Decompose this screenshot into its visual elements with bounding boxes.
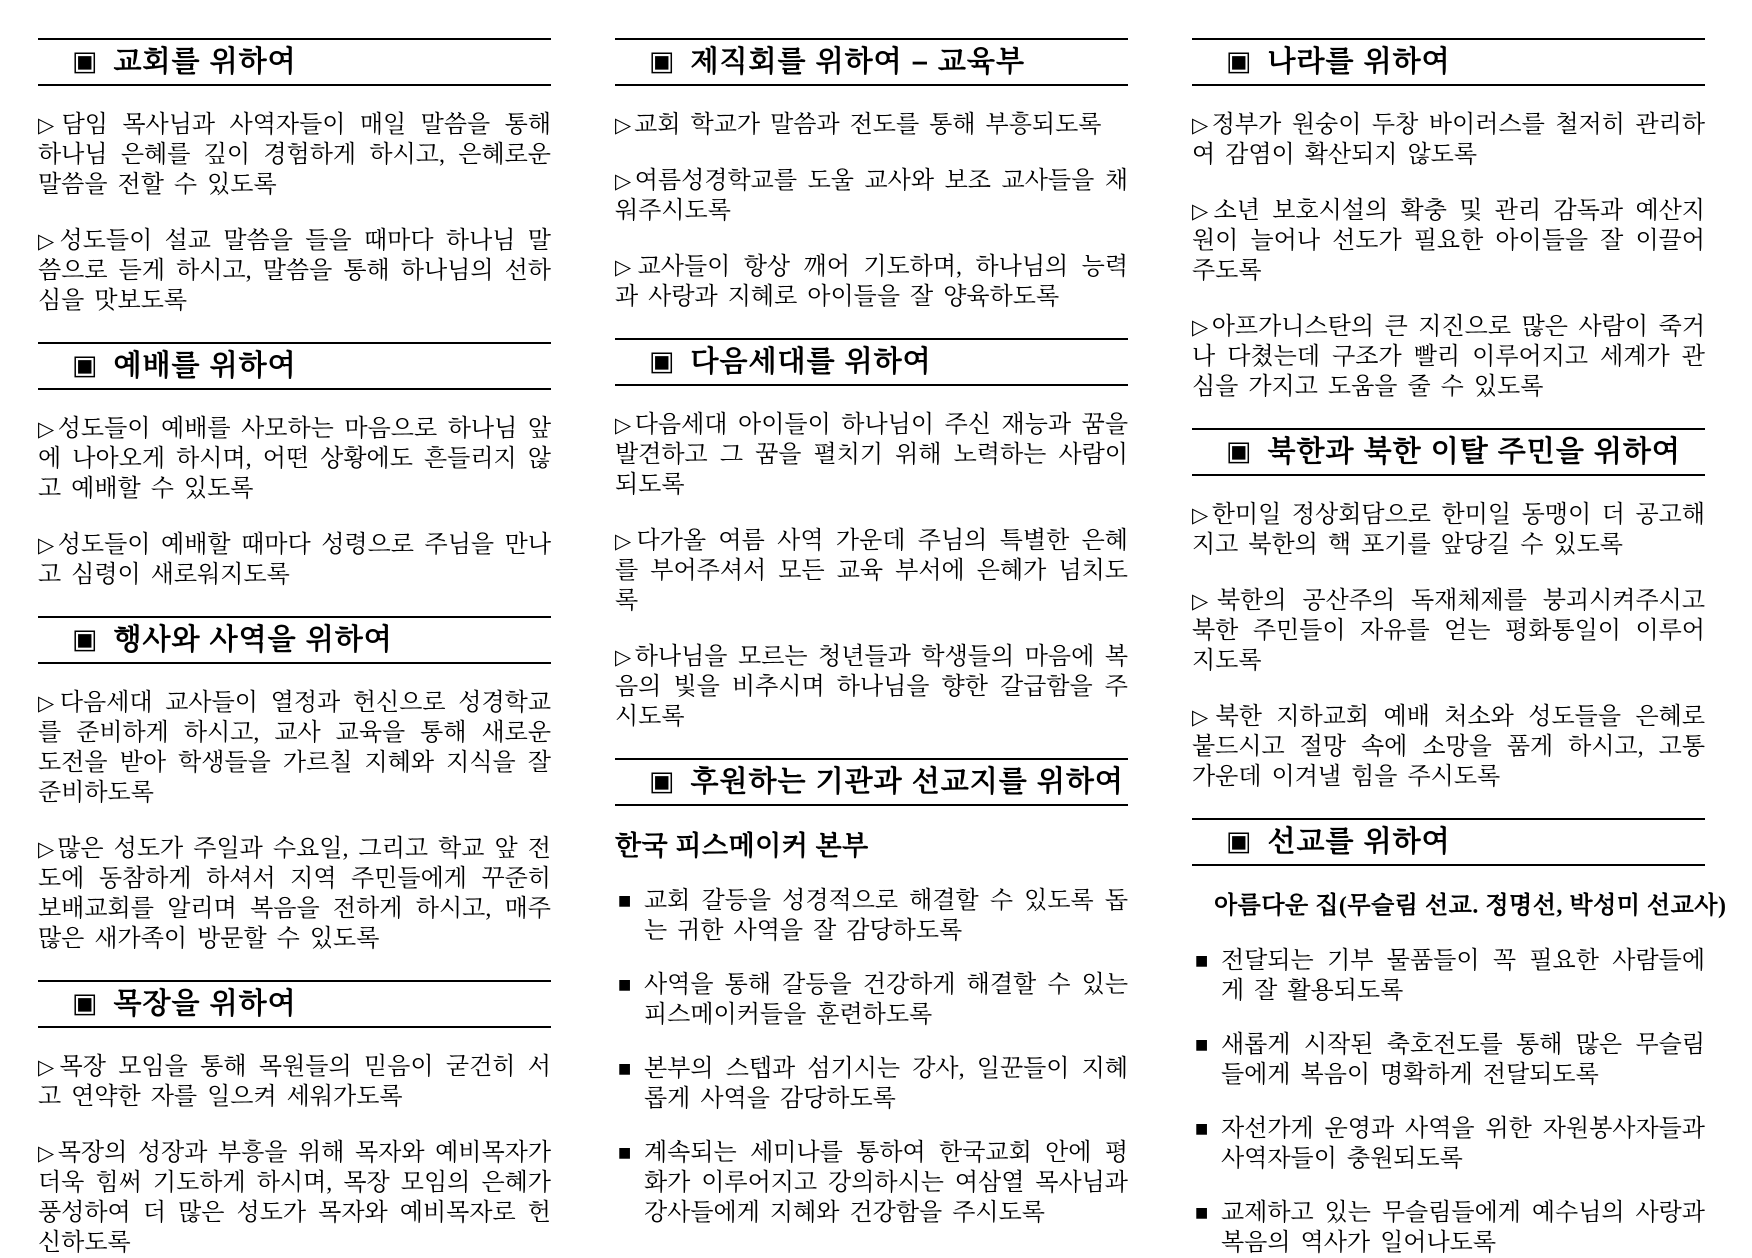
section-title: 다음세대를 위하여 bbox=[690, 346, 932, 378]
section-for-worship bbox=[38, 342, 551, 590]
section-for-deacons-education bbox=[615, 38, 1128, 312]
triangle-bullet-icon: ▷ bbox=[615, 529, 634, 553]
prayer-text: 다음세대 아이들이 하나님이 주신 재능과 꿈을 발견하고 그 꿈을 펼치기 위해 노력하는 사람이 되도록 bbox=[615, 412, 1128, 498]
square-bullet-icon: ■ bbox=[1195, 1205, 1209, 1221]
section-for-church bbox=[38, 38, 551, 316]
prayer-text: 자선가게 운영과 사역을 위한 자원봉사자들과 사역자들이 충원되도록 bbox=[1221, 1116, 1705, 1172]
square-bullet-icon: ■ bbox=[1195, 1121, 1209, 1137]
square-bullet-icon: ■ bbox=[618, 977, 632, 993]
prayer-text: 전달되는 기부 물품들이 꼭 필요한 사람들에게 잘 활용되도록 bbox=[1221, 948, 1705, 1004]
prayer-item bbox=[615, 1054, 1128, 1114]
triangle-bullet-icon: ▷ bbox=[1192, 503, 1209, 527]
prayer-text: 교제하고 있는 무슬림들에게 예수님의 사랑과 복음의 역사가 일어나도록 bbox=[1221, 1200, 1705, 1256]
prayer-text: 성도들이 예배를 사모하는 마음으로 하나님 앞에 나아오게 하시며, 어떤 상황에도 흔들리지 않고 예배할 수 있도록 bbox=[38, 416, 551, 502]
boxed-square-icon: ▣ bbox=[649, 346, 676, 377]
boxed-square-icon: ▣ bbox=[72, 988, 99, 1019]
boxed-square-icon: ▣ bbox=[1226, 826, 1253, 857]
prayer-text: 교사들이 항상 깨어 기도하며, 하나님의 능력과 사랑과 지혜로 아이들을 잘 양육하도록 bbox=[615, 254, 1128, 310]
section-header bbox=[38, 38, 551, 86]
prayer-text: 북한의 공산주의 독재체제를 붕괴시켜주시고 북한 주민들이 자유를 얻는 평화통일이 이루어지도록 bbox=[1192, 588, 1706, 674]
prayer-text: 사역을 통해 갈등을 건강하게 해결할 수 있는 피스메이커들을 훈련하도록 bbox=[644, 972, 1128, 1028]
triangle-bullet-icon: ▷ bbox=[38, 113, 59, 137]
section-title: 예배를 위하여 bbox=[113, 350, 297, 382]
square-bullet-icon: ■ bbox=[618, 1061, 632, 1077]
triangle-bullet-icon: ▷ bbox=[615, 645, 632, 669]
triangle-bullet-icon: ▷ bbox=[38, 417, 55, 441]
boxed-square-icon: ▣ bbox=[1226, 436, 1253, 467]
prayer-item bbox=[1192, 312, 1705, 402]
triangle-bullet-icon: ▷ bbox=[1192, 199, 1211, 223]
section-header bbox=[38, 980, 551, 1028]
prayer-item bbox=[1192, 110, 1705, 170]
prayer-text: 많은 성도가 주일과 수요일, 그리고 학교 앞 전도에 동참하게 하셔서 지역 주민들에게 꾸준히 보배교회를 알리며 복음을 전하게 하시고, 매주 많은 새가족이 방문할 수 있도록 bbox=[38, 836, 551, 952]
prayer-item bbox=[38, 110, 551, 200]
triangle-bullet-icon: ▷ bbox=[615, 255, 635, 279]
section-title: 교회를 위하여 bbox=[113, 46, 297, 78]
prayer-text: 정부가 원숭이 두창 바이러스를 철저히 관리하여 감염이 확산되지 않도록 bbox=[1192, 112, 1705, 168]
boxed-square-icon: ▣ bbox=[649, 46, 676, 77]
section-title: 제직회를 위하여 – 교육부 bbox=[690, 46, 1025, 78]
prayer-item bbox=[615, 110, 1128, 140]
triangle-bullet-icon: ▷ bbox=[615, 169, 632, 193]
prayer-text: 계속되는 세미나를 통하여 한국교회 안에 평화가 이루어지고 강의하시는 여삼열 목사님과 강사들에게 지혜와 건강함을 주시도록 bbox=[644, 1140, 1128, 1226]
section-title: 후원하는 기관과 선교지를 위하여 bbox=[690, 766, 1124, 798]
triangle-bullet-icon: ▷ bbox=[38, 229, 57, 253]
section-title: 북한과 북한 이탈 주민을 위하여 bbox=[1267, 436, 1681, 468]
prayer-item bbox=[38, 414, 551, 504]
section-for-missions bbox=[1192, 818, 1727, 1258]
boxed-square-icon: ▣ bbox=[649, 766, 676, 797]
prayer-text: 북한 지하교회 예배 처소와 성도들을 은혜로 붙드시고 절망 속에 소망을 품게 하시고, 고통 가운데 이겨낼 힘을 주시도록 bbox=[1192, 704, 1705, 790]
section-header bbox=[1192, 818, 1705, 866]
section-title: 선교를 위하여 bbox=[1267, 826, 1451, 858]
square-bullet-icon: ■ bbox=[618, 1145, 632, 1161]
section-header bbox=[1192, 428, 1705, 476]
prayer-text: 여름성경학교를 도울 교사와 보조 교사들을 채워주시도록 bbox=[615, 168, 1128, 224]
prayer-item bbox=[38, 530, 551, 590]
section-for-supported-organizations bbox=[615, 758, 1128, 1228]
prayer-text: 교회 갈등을 성경적으로 해결할 수 있도록 돕는 귀한 사역을 잘 감당하도록 bbox=[644, 888, 1128, 944]
column-right bbox=[1192, 38, 1727, 1256]
section-header bbox=[615, 38, 1128, 86]
prayer-item bbox=[615, 526, 1128, 616]
prayer-item bbox=[615, 886, 1128, 946]
prayer-item bbox=[1192, 702, 1705, 792]
triangle-bullet-icon: ▷ bbox=[38, 1141, 55, 1165]
prayer-item bbox=[38, 1052, 551, 1112]
prayer-text: 목장 모임을 통해 목원들의 믿음이 굳건히 서고 연약한 자를 일으켜 세워가도록 bbox=[38, 1054, 551, 1110]
section-header bbox=[615, 338, 1128, 386]
triangle-bullet-icon: ▷ bbox=[615, 413, 632, 437]
section-for-nation bbox=[1192, 38, 1705, 402]
prayer-item bbox=[1192, 1030, 1705, 1090]
prayer-text: 성도들이 설교 말씀을 들을 때마다 하나님 말씀으로 듣게 하시고, 말씀을 통해 하나님의 선하심을 맛보도록 bbox=[38, 228, 551, 314]
prayer-item bbox=[1192, 500, 1705, 560]
prayer-item bbox=[1192, 196, 1705, 286]
prayer-item bbox=[1192, 1114, 1705, 1174]
section-for-next-generation bbox=[615, 338, 1128, 732]
square-bullet-icon: ■ bbox=[1195, 953, 1209, 969]
prayer-item bbox=[38, 226, 551, 316]
section-for-mokjang bbox=[38, 980, 551, 1258]
boxed-square-icon: ▣ bbox=[1226, 46, 1253, 77]
prayer-item bbox=[38, 1138, 551, 1258]
square-bullet-icon: ■ bbox=[618, 893, 632, 909]
prayer-item bbox=[615, 252, 1128, 312]
triangle-bullet-icon: ▷ bbox=[38, 691, 57, 715]
prayer-item bbox=[38, 688, 551, 808]
section-header bbox=[615, 758, 1128, 806]
triangle-bullet-icon: ▷ bbox=[1192, 589, 1214, 613]
boxed-square-icon: ▣ bbox=[72, 46, 99, 77]
prayer-item bbox=[1192, 1198, 1705, 1258]
prayer-text: 한미일 정상회담으로 한미일 동맹이 더 공고해지고 북한의 핵 포기를 앞당길 수 있도록 bbox=[1192, 502, 1705, 558]
prayer-text: 목장의 성장과 부흥을 위해 목자와 예비목자가 더욱 힘써 기도하게 하시며, 목장 모임의 은혜가 풍성하여 더 많은 성도가 목자와 예비목자로 헌신하도록 bbox=[38, 1140, 551, 1256]
prayer-text: 새롭게 시작된 축호전도를 통해 많은 무슬림들에게 복음이 명확하게 전달되도록 bbox=[1221, 1032, 1705, 1088]
prayer-text: 교회 학교가 말씀과 전도를 통해 부흥되도록 bbox=[634, 112, 1102, 138]
triangle-bullet-icon: ▷ bbox=[1192, 705, 1213, 729]
section-for-events-ministry bbox=[38, 616, 551, 954]
prayer-text: 담임 목사님과 사역자들이 매일 말씀을 통해 하나님 은혜를 깊이 경험하게 하시고, 은혜로운 말씀을 전할 수 있도록 bbox=[38, 112, 551, 198]
prayer-item bbox=[1192, 586, 1705, 676]
prayer-text: 소년 보호시설의 확충 및 관리 감독과 예산지원이 늘어나 선도가 필요한 아이들을 잘 이끌어 주도록 bbox=[1192, 198, 1705, 284]
prayer-item bbox=[615, 970, 1128, 1030]
section-title: 나라를 위하여 bbox=[1267, 46, 1451, 78]
triangle-bullet-icon: ▷ bbox=[1192, 315, 1209, 339]
section-title: 행사와 사역을 위하여 bbox=[113, 624, 393, 656]
subsection-title-peacemaker: 한국 피스메이커 본부 bbox=[615, 831, 869, 861]
square-bullet-icon: ■ bbox=[1195, 1037, 1209, 1053]
section-header bbox=[38, 616, 551, 664]
section-header bbox=[38, 342, 551, 390]
boxed-square-icon: ▣ bbox=[72, 624, 99, 655]
triangle-bullet-icon: ▷ bbox=[1192, 113, 1209, 137]
prayer-item bbox=[615, 642, 1128, 732]
triangle-bullet-icon: ▷ bbox=[38, 533, 55, 557]
boxed-square-icon: ▣ bbox=[72, 350, 99, 381]
prayer-item bbox=[615, 410, 1128, 500]
subsection-title-beautiful-house: 아름다운 집(무슬림 선교. 정명선, 박성미 선교사) bbox=[1214, 893, 1727, 919]
prayer-text: 다음세대 교사들이 열정과 헌신으로 성경학교를 준비하게 하시고, 교사 교육을 통해 새로운 도전을 받아 학생들을 가르칠 지혜와 지식을 잘 준비하도록 bbox=[38, 690, 551, 806]
section-for-north-korea bbox=[1192, 428, 1705, 792]
prayer-text: 하나님을 모르는 청년들과 학생들의 마음에 복음의 빛을 비추시며 하나님을 향한 갈급함을 주시도록 bbox=[615, 644, 1128, 730]
triangle-bullet-icon: ▷ bbox=[615, 113, 632, 137]
prayer-text: 아프가니스탄의 큰 지진으로 많은 사람이 죽거나 다쳤는데 구조가 빨리 이루어지고 세계가 관심을 가지고 도움을 줄 수 있도록 bbox=[1192, 314, 1705, 400]
prayer-text: 다가올 여름 사역 가운데 주님의 특별한 은혜를 부어주셔서 모든 교육 부서에 은혜가 넘치도록 bbox=[615, 528, 1128, 614]
column-left bbox=[38, 38, 551, 1256]
section-header bbox=[1192, 38, 1705, 86]
column-middle bbox=[615, 38, 1128, 1239]
triangle-bullet-icon: ▷ bbox=[38, 837, 55, 861]
prayer-item bbox=[1192, 946, 1705, 1006]
section-title: 목장을 위하여 bbox=[113, 988, 297, 1020]
prayer-item bbox=[615, 166, 1128, 226]
prayer-text: 본부의 스텝과 섬기시는 강사, 일꾼들이 지혜롭게 사역을 감당하도록 bbox=[644, 1056, 1128, 1112]
prayer-text: 성도들이 예배할 때마다 성령으로 주님을 만나고 심령이 새로워지도록 bbox=[38, 532, 551, 588]
triangle-bullet-icon: ▷ bbox=[38, 1055, 57, 1079]
prayer-item bbox=[615, 1138, 1128, 1228]
prayer-item bbox=[38, 834, 551, 954]
